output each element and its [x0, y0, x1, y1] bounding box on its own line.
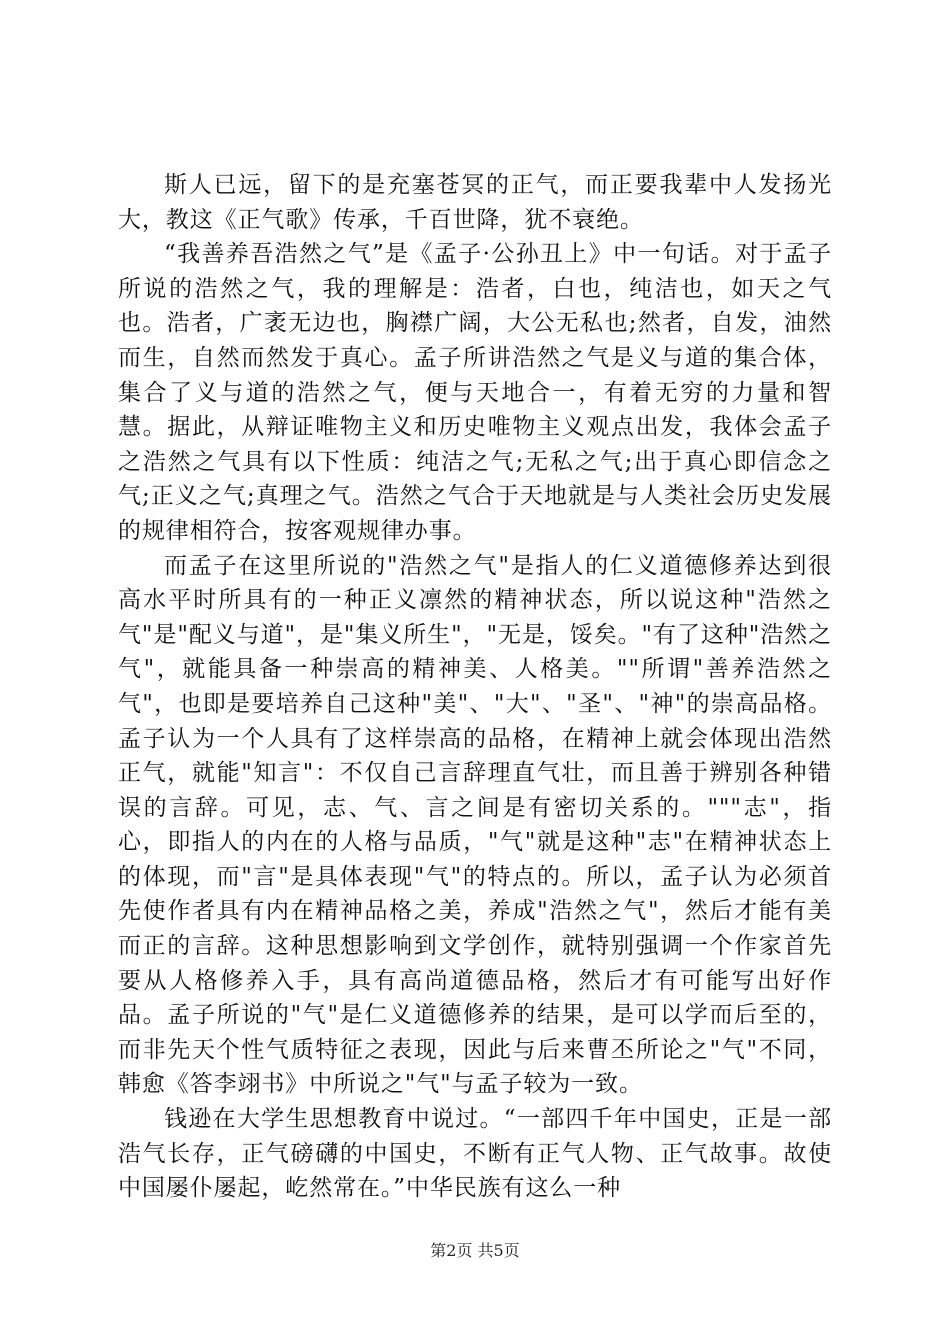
paragraph: “我善养吾浩然之气”是《孟子·公孙丑上》中一句话。对于孟子所说的浩然之气，我的理解是：浩者，白也，纯洁也，如天之气也。浩者，广袤无边也，胸襟广阔，大公无私也;然者，自发，油然而生，自然而然发于真心。孟子所讲浩然之气是义与道的集合体，集合了义与道的浩然之气，便与天地合一，有着无穷的力量和智慧。据此，从辩证唯物主义和历史唯物主义观点出发，我体会孟子之浩然之气具有以下性质：纯洁之气;无私之气;出于真心即信念之气;正义之气;真理之气。浩然之气合于天地就是与人类社会历史发展的规律相符合，按客观规律办事。 [118, 241, 832, 544]
paragraph: 而孟子在这里所说的"浩然之气"是指人的仁义道德修养达到很高水平时所具有的一种正义凛然的精神状态，所以说这种"浩然之气"是"配义与道"，是"集义所生"，"无是，馁矣。"有了这种"浩然之气"，就能具备一种崇高的精神美、人格美。""所谓"善养浩然之气"，也即是要培养自己这种"美"、"大"、"圣"、"神"的崇高品格。孟子认为一个人具有了这样崇高的品格，在精神上就会体现出浩然正气，就能"知言"：不仅自己言辞理直气壮，而且善于辨别各种错误的言辞。可见，志、气、言之间是有密切关系的。"""志"，指心，即指人的内在的人格与品质，"气"就是这种"志"在精神状态上的体现，而"言"是具体表现"气"的特点的。所以，孟子认为必须首先使作者具有内在精神品格之美，养成"浩然之气"，然后才能有美而正的言辞。这种思想影响到文学创作，就特别强调一个作家首先要从人格修养入手，具有高尚道德品格，然后才有可能写出好作品。孟子所说的"气"是仁义道德修养的结果，是可以学而后至的，而非先天个性气质特征之表现，因此与后来曹丕所论之"气"不同，韩愈《答李翊书》中所说之"气"与孟子较为一致。 [118, 552, 832, 1098]
paragraph: 钱逊在大学生思想教育中说过。“一部四千年中国史，正是一部浩气长存，正气磅礴的中国史，不断有正气人物、正气故事。故使中国屡仆屡起，屹然常在。”中华民族有这么一种 [118, 1106, 832, 1202]
document-body [118, 168, 832, 1206]
paragraph: 斯人已远，留下的是充塞苍冥的正气，而正要我辈中人发扬光大，教这《正气歌》传承，千百世降，犹不衰绝。 [118, 172, 832, 233]
page-footer: 第2页 共5页 [430, 1241, 520, 1260]
